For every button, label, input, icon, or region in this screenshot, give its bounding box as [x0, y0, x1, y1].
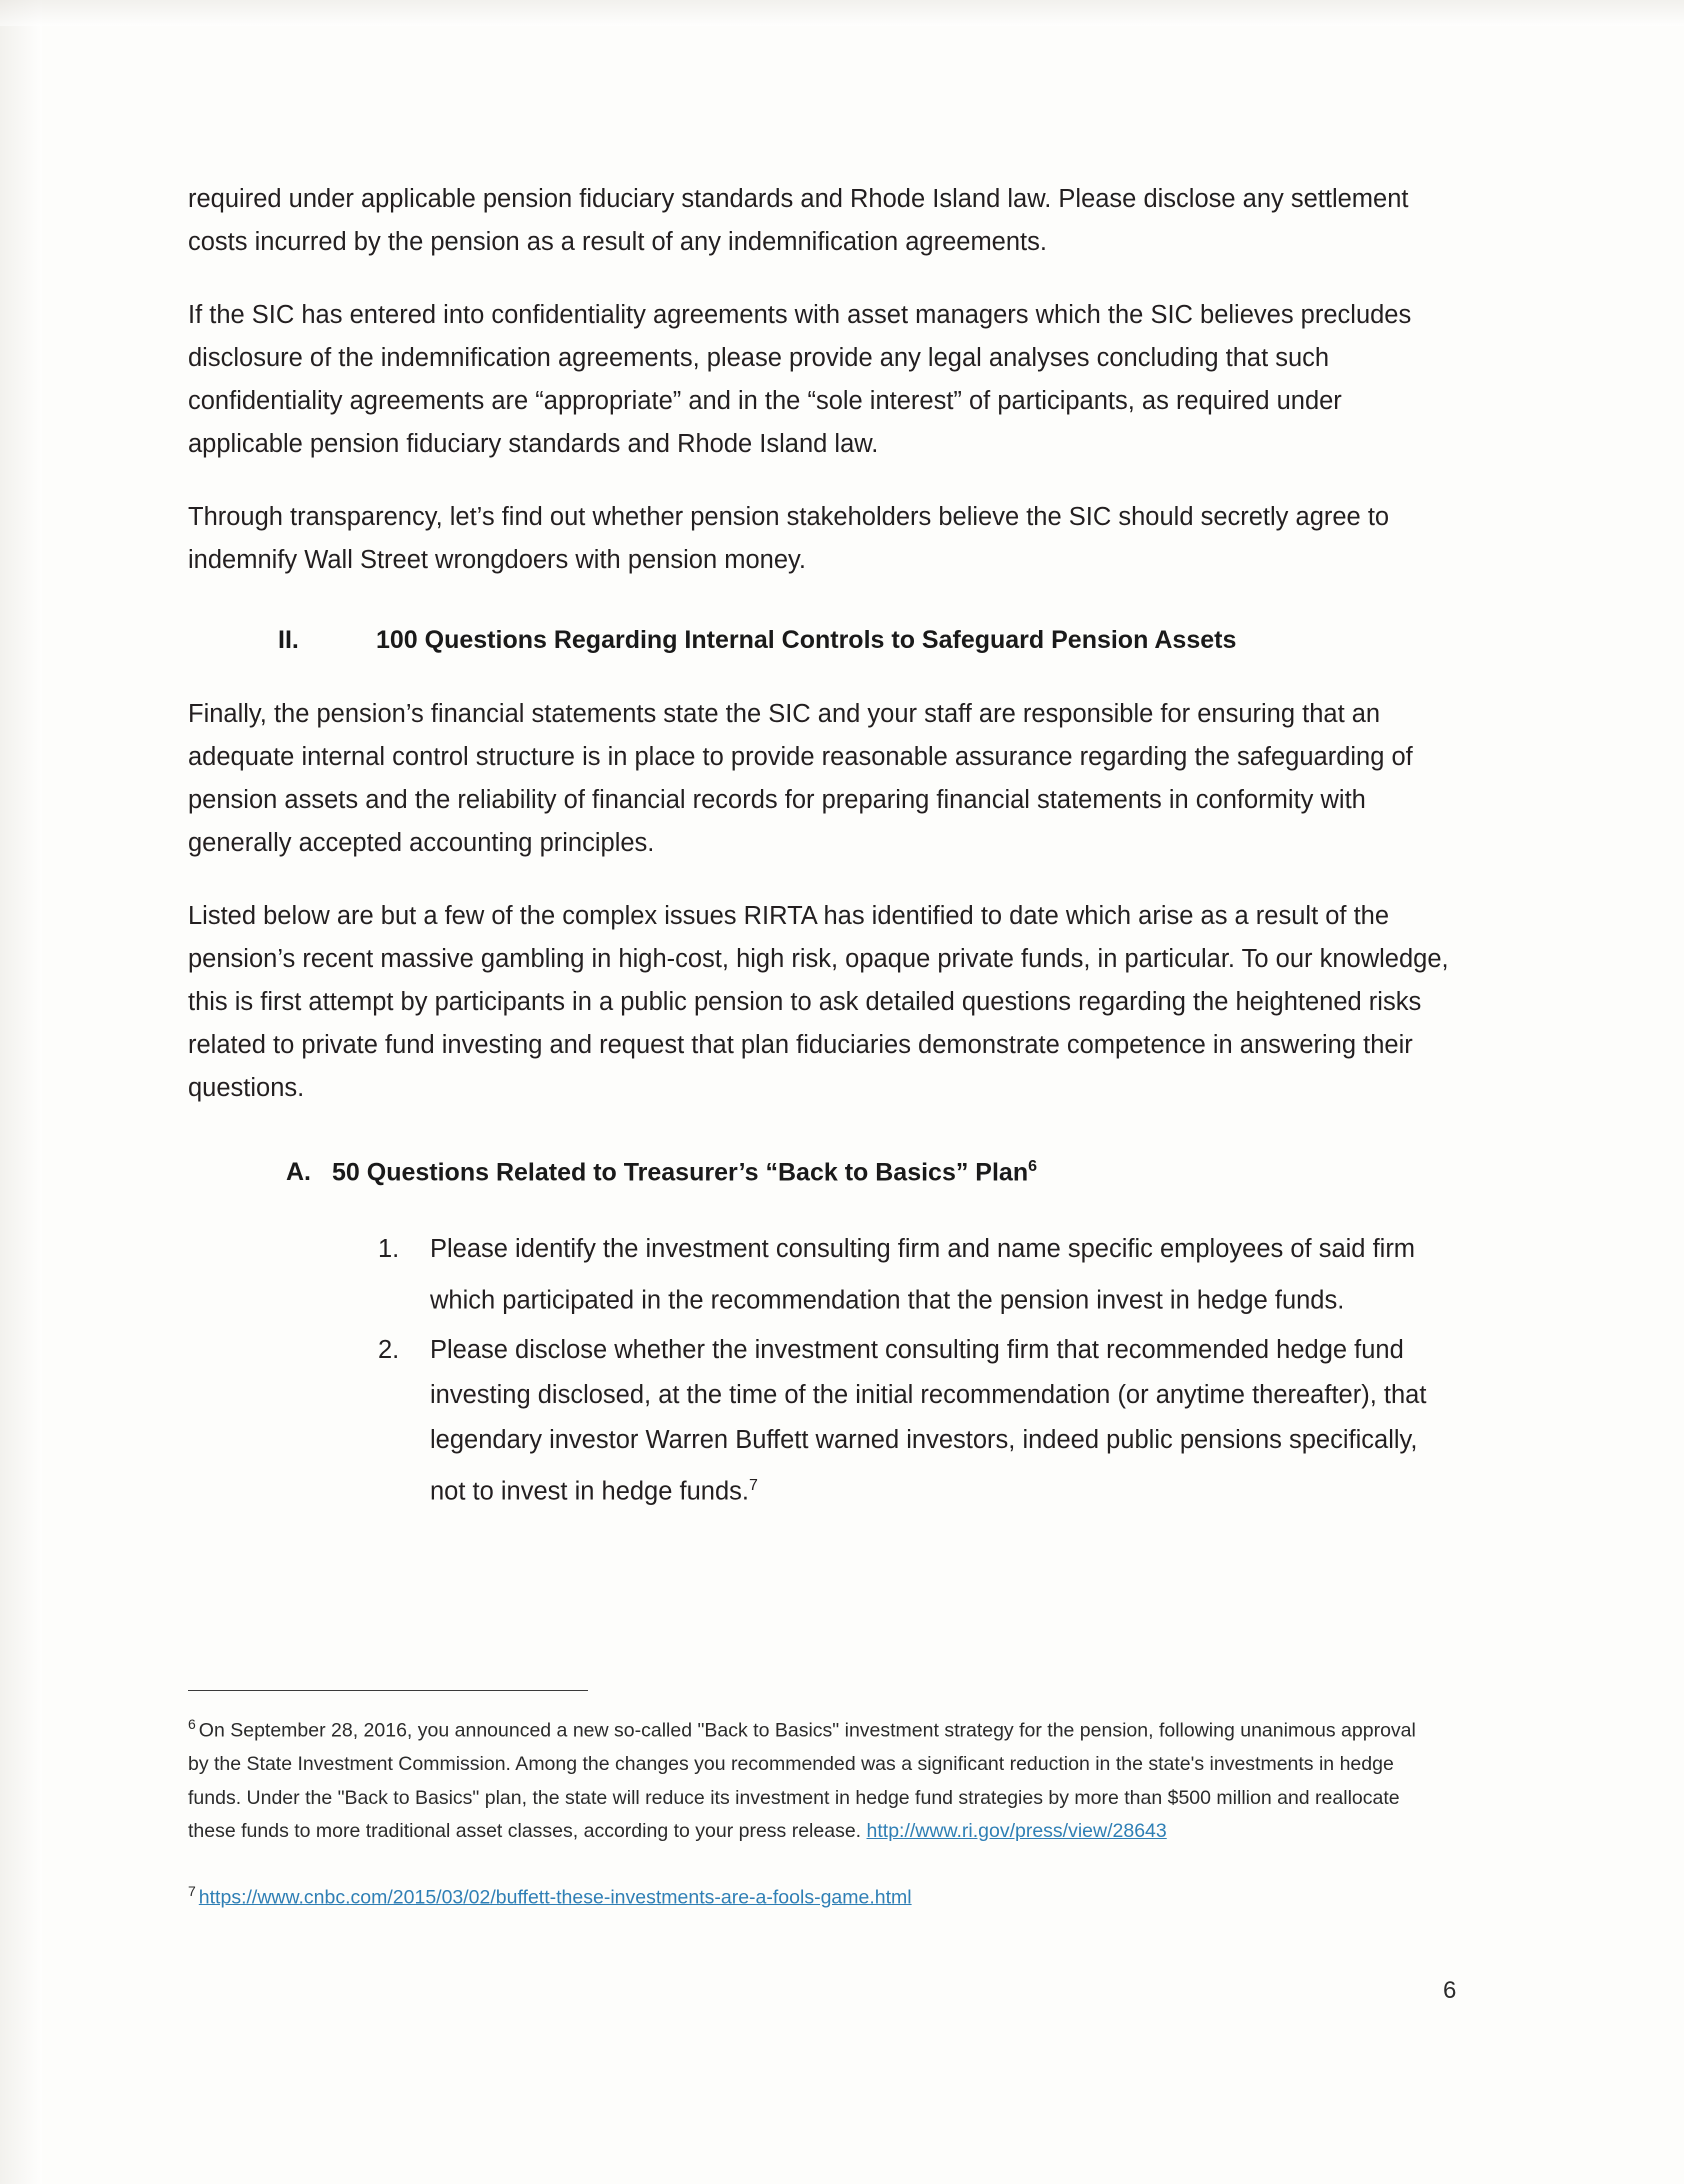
section-heading-text: 100 Questions Regarding Internal Controls to Safeguard Pension Assets [376, 626, 1237, 654]
sub-heading-text [332, 1158, 1037, 1187]
question-footnote-marker: 7 [748, 1476, 758, 1494]
footnotes-area [188, 1708, 1438, 1941]
paragraph-1: required under applicable pension fiduciary standards and Rhode Island law. Please disclose any settlement costs incurred by the pension as a result of any indemnification agreements. [188, 185, 1409, 256]
footnote-link[interactable]: https://www.cnbc.com/2015/03/02/buffett-these-investments-are-a-fools-game.html [198, 1886, 912, 1908]
section-heading-numeral: II. [278, 626, 299, 654]
paragraph-5: Listed below are but a few of the complex issues RIRTA has identified to date which arise as a result of the pension’s recent massive gambling in high-cost, high risk, opaque private funds, in particular. To our knowledge, this is first attempt by participants in a public pension to ask detailed questions regarding the heightened risks related to private fund investing and request that plan fiduciaries demonstrate competence in answering their questions. [188, 902, 1449, 1102]
question-body: Please disclose whether the investment consulting firm that recommended hedge fund investing disclosed, at the time of the initial recommendation (or anytime thereafter), that legendary investor Warren Buffett warned investors, indeed public pensions specifically, not to invest in hedge funds. [430, 1335, 1427, 1506]
footnote-marker: 6 [188, 1716, 196, 1732]
question-number: 1. [378, 1235, 400, 1264]
sub-heading-footnote-marker: 6 [1028, 1158, 1038, 1175]
question-number: 2. [378, 1335, 400, 1364]
list-item [378, 1227, 1458, 1324]
list-item [378, 1328, 1458, 1515]
paragraph-2: If the SIC has entered into confidentiality agreements with asset managers which the SIC believes precludes disclosure of the indemnification agreements, please provide any legal analyses concluding that such confidentiality agreements are “appropriate” and in the “sole interest” of participants, as required under applicable pension fiduciary standards and Rhode Island law. [188, 301, 1412, 458]
sub-heading [188, 1158, 1458, 1187]
footnote-6 [188, 1708, 1438, 1849]
paragraph-4: Finally, the pension’s financial statements state the SIC and your staff are responsible for ensuring that an adequate internal control structure is in place to provide reasonable assurance regarding the safeguarding of pension assets and the reliability of financial records for preparing financial statements in conformity with generally accepted accounting principles. [188, 700, 1413, 857]
section-heading [188, 626, 1458, 655]
footnote-link[interactable]: http://www.ri.gov/press/view/28643 [866, 1820, 1167, 1842]
page-content [188, 178, 1458, 1518]
question-text [430, 1227, 1458, 1324]
paragraph-3: Through transparency, let’s find out whether pension stakeholders believe the SIC should secretly agree to indemnify Wall Street wrongdoers with pension money. [188, 503, 1390, 574]
question-body: Please identify the investment consulting firm and name specific employees of said firm which participated in the recommendation that the pension invest in hedge funds. [430, 1235, 1416, 1315]
footnote-separator [188, 1690, 588, 1691]
sub-heading-letter: A. [286, 1158, 311, 1186]
footnote-marker: 7 [188, 1882, 196, 1899]
question-text [430, 1328, 1458, 1515]
sub-heading-label: 50 Questions Related to Treasurer’s “Back to Basics” Plan [332, 1158, 1029, 1187]
page-edge-shadow-top [0, 0, 1684, 26]
footnote-7 [188, 1875, 1438, 1915]
footnote-text: On September 28, 2016, you announced a new so-called "Back to Basics" investment strategy for the pension, following unanimous approval by the State Investment Commission. Among the changes you recommended was a significant reduction in the state's investments in hedge funds. Under the "Back to Basics" plan, the state will reduce its investment in hedge fund strategies by more than $500 million and reallocate these funds to more traditional asset classes, according to your press release. [188, 1719, 1416, 1842]
questions-list [188, 1227, 1458, 1514]
page-number: 6 [1443, 1977, 1457, 2004]
page-edge-shadow-left [0, 0, 42, 2184]
